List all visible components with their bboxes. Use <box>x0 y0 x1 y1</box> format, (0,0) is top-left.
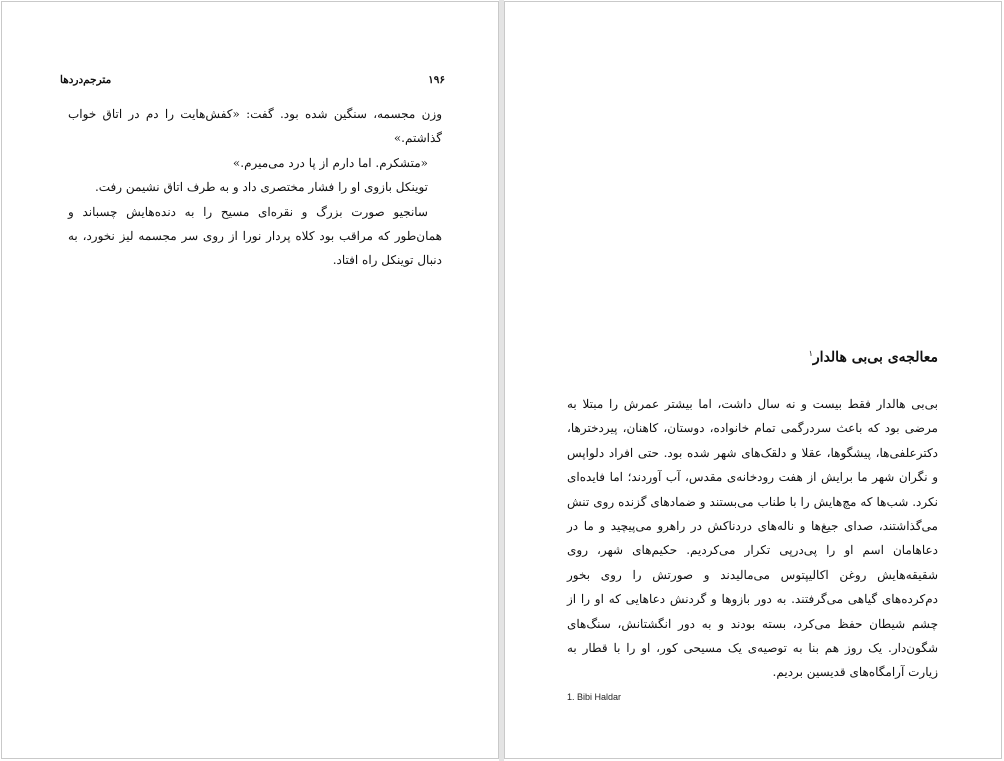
running-title: مترجم‌دردها <box>60 74 112 86</box>
paragraph: «متشکرم. اما دارم از پا درد می‌میرم.» <box>232 155 428 170</box>
chapter-title-text: معالجه‌ی بی‌بی هالدار <box>812 349 938 366</box>
left-page <box>1 1 499 759</box>
right-page <box>504 1 1002 759</box>
page-number: ۱۹۶ <box>428 74 445 86</box>
paragraph: وزن مجسمه، سنگین شده بود. گفت: «کفش‌هایت را دم در اتاق خواب گذاشتم.» <box>68 107 442 146</box>
footnote-marker: ۱ <box>808 349 813 358</box>
paragraph: سانجیو صورت بزرگ و نقره‌ای مسیح را به دنده‌هایش چسباند و همان‌طور که مراقب بود کلاه پردار نورا از روی سر مجسمه لیز نخورد، به دنبال توینکل راه افتاد. <box>68 204 442 268</box>
right-page-body <box>567 392 938 685</box>
paragraph: توینکل بازوی او را فشار مختصری داد و به طرف اتاق نشیمن رفت. <box>94 180 428 195</box>
chapter-title <box>567 342 938 370</box>
paragraph: بی‌بی هالدار فقط بیست و نه سال داشت، اما بیشتر عمرش را مبتلا به مرضی بود که باعث سردرگمی تمام خانواده، دوستان، کاهنان، پیردخترها، دکترعلفی‌ها، پیشگوها، عقلا و دلقک‌های شهر شده بود. حتی افراد دلواپس و نگران شهر ما برایش از هفت رودخانه‌ی مقدس، آب آوردند؛ اما فایده‌ای نکرد. شب‌ها که مچ‌هایش را با طناب می‌بستند و ضمادهای گزنده روی تنش می‌گذاشتند، صدای جیغ‌ها و ناله‌های دردناکش در راهرو می‌پیچید و ما در دعاهامان اسم او را پی‌درپی تکرار می‌کردیم. حکیم‌های شهر، روی شقیقه‌هایش روغن اکالیپتوس می‌مالیدند و صورتش را روی بخور دم‌کرده‌های گیاهی می‌گرفتند. به دور بازوها و گردنش دعاهایی که او را از چشم شیطان حفظ می‌کرد، بسته بودند و به دور انگشتانش، سنگ‌های شگون‌دار. یک روز هم بنا به توصیه‌ی یک مسیحی کور، او را با قطار به زیارت آرامگاه‌های قدیسین بردیم. <box>567 397 938 680</box>
running-header <box>60 74 445 92</box>
left-page-body <box>68 102 442 273</box>
footnote: 1. Bibi Haldar <box>567 692 622 702</box>
